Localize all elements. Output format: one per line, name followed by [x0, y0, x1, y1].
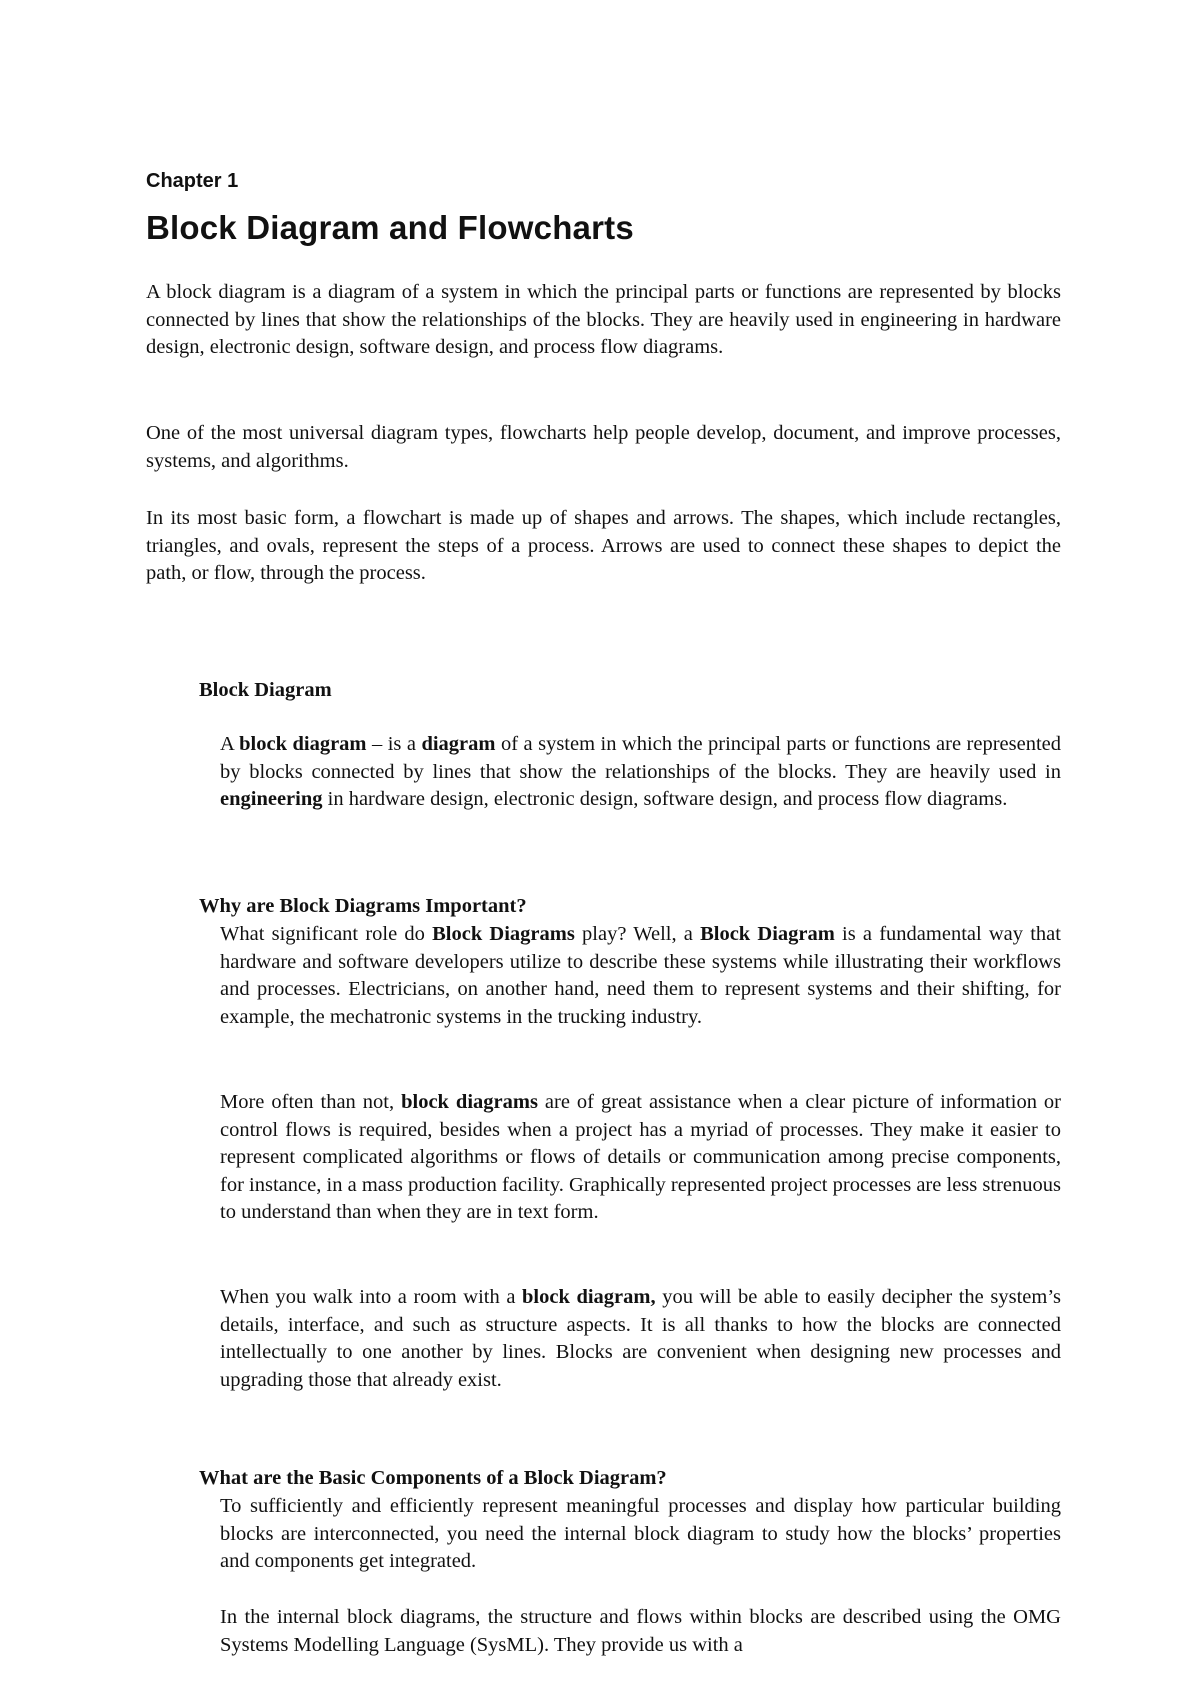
- bold-term: block diagram: [239, 733, 367, 755]
- block-diagram-definition: [220, 731, 1061, 814]
- importance-paragraph-2-block: [220, 1089, 1061, 1227]
- components-paragraph-1: To sufficiently and efficiently represent meaningful processes and display how particular building blocks are interconnected, you need the internal block diagram to study how the blocks’ properties and components get integrated.: [220, 1495, 1061, 1572]
- bold-term: Block Diagrams: [432, 923, 575, 945]
- text-run: play? Well, a: [574, 923, 701, 945]
- bold-term: diagram: [421, 733, 496, 755]
- importance-paragraph-1: [220, 921, 1061, 1031]
- bold-term: block diagrams: [401, 1091, 538, 1113]
- bold-term: Block Diagram: [700, 923, 835, 945]
- text-run: More often than not,: [220, 1091, 402, 1113]
- components-paragraph-2: In the internal block diagrams, the structure and flows within blocks are described using the OMG Systems Modelling Language (SysML). They provide us with a: [220, 1606, 1061, 1656]
- importance-paragraph-1-block: [220, 921, 1061, 1031]
- bold-term: engineering: [220, 788, 323, 810]
- chapter-label: Chapter 1: [146, 170, 239, 192]
- importance-paragraph-3-block: [220, 1284, 1061, 1394]
- intro-paragraph-1: A block diagram is a diagram of a system in which the principal parts or functions are represented by blocks connected by lines that show the relationships of the blocks. They are heavily used in engineering in hardware design, electronic design, software design, and process flow diagrams.: [146, 281, 1061, 358]
- components-paragraph-2-block: [220, 1604, 1061, 1659]
- text-run: A: [220, 733, 240, 755]
- text-run: When you walk into a room with a: [220, 1286, 523, 1308]
- intro-paragraph-2: One of the most universal diagram types, flowcharts help people develop, document, and improve processes, systems, and algorithms.: [146, 422, 1061, 472]
- text-run: in hardware design, electronic design, software design, and process flow diagrams.: [322, 788, 1008, 810]
- section-heading-block-diagram: Block Diagram: [199, 679, 332, 701]
- text-run: of a system in which the principal parts or functions are represented by blocks connected by lines that show the relationships of the blocks. They are heavily used in: [220, 733, 1061, 783]
- components-paragraph-1-block: [220, 1493, 1061, 1576]
- text-run: is a fundamental way that hardware and software developers utilize to describe these systems while illustrating their workflows and processes. Electricians, on another hand, need them to represent systems and their shifting, for example, the mechatronic systems in the trucking industry.: [220, 923, 1061, 1028]
- intro-section-3: [146, 505, 1061, 588]
- block-diagram-paragraph: [220, 731, 1061, 814]
- text-run: – is a: [366, 733, 422, 755]
- intro-paragraph-3: In its most basic form, a flowchart is made up of shapes and arrows. The shapes, which include rectangles, triangles, and ovals, represent the steps of a process. Arrows are used to connect these shapes to depict the path, or flow, through the process.: [146, 507, 1061, 584]
- section-heading-components: What are the Basic Components of a Block Diagram?: [199, 1467, 667, 1489]
- text-run: you will be able to easily decipher the system’s details, interface, and such as structure aspects. It is all thanks to how the blocks are connected intellectually to one another by lines. Blocks are convenient when designing new processes and upgrading those that already exist.: [220, 1286, 1061, 1391]
- text-run: What significant role do: [220, 923, 433, 945]
- chapter-title: Block Diagram and Flowcharts: [146, 209, 634, 246]
- intro-section-2: [146, 420, 1061, 475]
- importance-paragraph-3: [220, 1284, 1061, 1394]
- text-run: are of great assistance when a clear picture of information or control flows is required, besides when a project has a myriad of processes. They make it easier to represent complicated algorithms or flows of details or communication among precise components, for instance, in a mass production facility. Graphically represented project processes are less strenuous to understand than when they are in text form.: [220, 1091, 1062, 1223]
- importance-paragraph-2: [220, 1089, 1061, 1227]
- bold-term: block diagram,: [522, 1286, 656, 1308]
- intro-section: [146, 279, 1061, 362]
- section-heading-importance: Why are Block Diagrams Important?: [199, 895, 527, 917]
